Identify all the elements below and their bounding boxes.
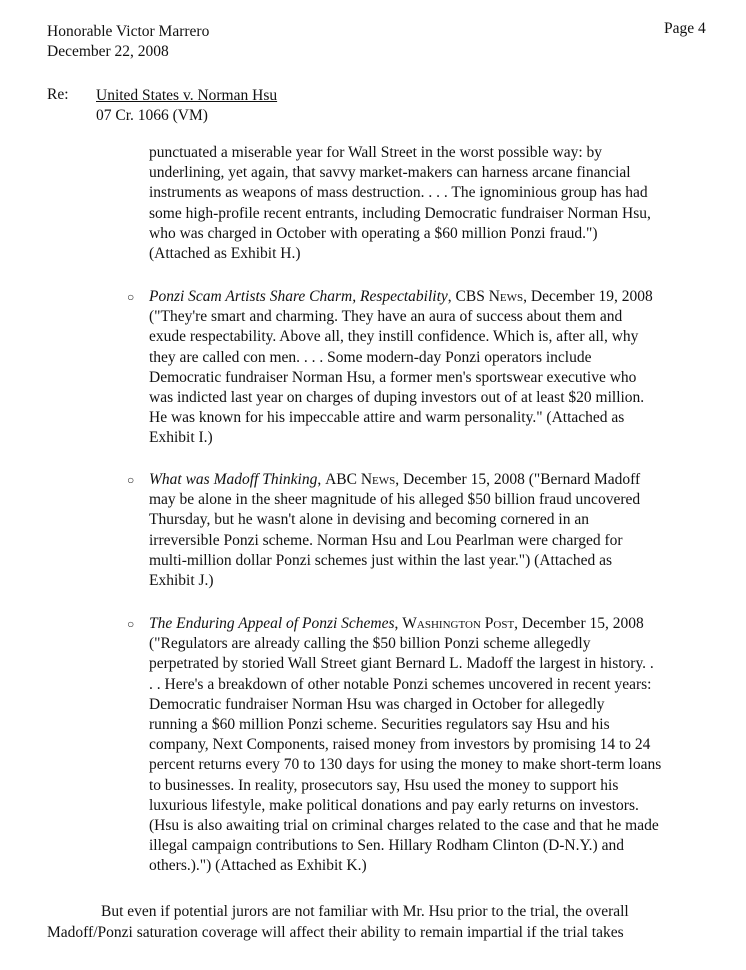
bullet-icon: ○ (127, 290, 135, 304)
article-title: Ponzi Scam Artists Share Charm, Respectability (149, 288, 448, 305)
letter-header (47, 22, 209, 62)
citation-line: (Hsu is also awaiting trial on criminal charges related to the case and that he made (149, 817, 659, 835)
citation-line: multi-million dollar Ponzi schemes just within the last year.") (Attached as (149, 551, 613, 569)
citation-line: . . Here's a breakdown of other notable Ponzi schemes uncovered in recent years: (149, 675, 652, 693)
citation-line: Exhibit I.) (149, 429, 213, 447)
citation-line: He was known for his impeccable attire and warm personality." (Attached as (149, 409, 625, 427)
citation-line: running a $60 million Ponzi scheme. Securities regulators say Hsu and his (149, 716, 610, 734)
article-title: What was Madoff Thinking (149, 471, 318, 488)
citation-line: others.).") (Attached as Exhibit K.) (149, 857, 367, 875)
re-label: Re: (47, 86, 69, 103)
citation-line: Thursday, but he wasn't alone in devising and becoming cornered in an (149, 511, 589, 529)
quote-line: underlining, yet again, that savvy market-makers can harness arcane financial (149, 164, 631, 182)
citation-line: Democratic fundraiser Norman Hsu was charged in October for allegedly (149, 695, 605, 713)
citation-line: Democratic fundraiser Norman Hsu, a former men's sportswear executive who (149, 368, 637, 386)
quote-line: who was charged in October with operating a $60 million Ponzi fraud.") (149, 224, 598, 242)
citation-line: was indicted last year on charges of duping investors out of at least $20 million. (149, 389, 645, 407)
paragraph-line: Madoff/Ponzi saturation coverage will affect their ability to remain impartial if the trial takes (47, 924, 624, 941)
article-date: , December 15, 2008 (514, 615, 644, 632)
citation-line: to businesses. In reality, prosecutors say, Hsu used the money to support his (149, 776, 619, 794)
citation-line: illegal campaign contributions to Sen. Hillary Rodham Clinton (D-N.Y.) and (149, 837, 624, 855)
citation-line: company, Next Components, raised money from investors by promising 14 to 24 (149, 736, 651, 754)
citation-line: ("Regulators are already calling the $50 billion Ponzi scheme allegedly (149, 635, 591, 653)
quote-line: punctuated a miserable year for Wall Street in the worst possible way: by (149, 144, 603, 161)
letter-date: December 22, 2008 (47, 43, 169, 60)
article-date: , December 19, 2008 (523, 288, 653, 305)
quote-line: instruments as weapons of mass destruction. . . . The ignominious group has had (149, 184, 648, 202)
recipient-name: Honorable Victor Marrero (47, 23, 210, 40)
citation-line: Exhibit J.) (149, 572, 214, 590)
article-title: The Enduring Appeal of Ponzi Schemes (149, 615, 395, 632)
citation-heading: Ponzi Scam Artists Share Charm, Respectability, CBS News, December 19, 2008 (149, 288, 653, 305)
citation-line: perpetrated by storied Wall Street giant Bernard L. Madoff the largest in history. . (149, 655, 654, 673)
citation-line: ("They're smart and charming. They have an aura of success about them and (149, 308, 623, 326)
citation-line: they are called con men. . . . Some modern-day Ponzi operators include (149, 348, 592, 366)
citation-line: luxurious lifestyle, make political donations and pay early returns on investors. (149, 796, 639, 814)
citation-line: may be alone in the sheer magnitude of his alleged $50 billion fraud uncovered (149, 491, 641, 509)
re-block (96, 86, 277, 126)
docket-number: 07 Cr. 1066 (VM) (96, 107, 208, 124)
continued-quote (149, 143, 719, 264)
citation-heading: What was Madoff Thinking, ABC News, December 15, 2008 ("Bernard Madoff (149, 471, 641, 488)
article-date: , December 15, 2008 ("Bernard Madoff (395, 471, 641, 488)
citation-item (127, 470, 724, 591)
quote-line: (Attached as Exhibit H.) (149, 245, 301, 263)
page-number: Page 4 (664, 20, 706, 37)
bullet-icon: ○ (127, 617, 135, 631)
closing-paragraph (47, 901, 697, 943)
news-source: Washington Post (402, 615, 515, 632)
citation-heading: The Enduring Appeal of Ponzi Schemes, Washington Post, December 15, 2008 (149, 615, 644, 632)
bullet-icon: ○ (127, 473, 135, 487)
citation-line: irreversible Ponzi scheme. Norman Hsu and Lou Pearlman were charged for (149, 531, 623, 549)
citation-line: exude respectability. Above all, they instill confidence. Which is, after all, why (149, 328, 639, 346)
citation-line: percent returns every 70 to 130 days for using the money to make short-term loans (149, 756, 662, 774)
news-source: ABC News (325, 471, 396, 488)
news-source: CBS News (455, 288, 524, 305)
citation-item (127, 287, 724, 449)
citation-item (127, 614, 724, 877)
quote-line: some high-profile recent entrants, including Democratic fundraiser Norman Hsu, (149, 204, 651, 222)
case-name: United States v. Norman Hsu (96, 87, 278, 104)
paragraph-line: But even if potential jurors are not familiar with Mr. Hsu prior to the trial, the overall (101, 903, 629, 920)
